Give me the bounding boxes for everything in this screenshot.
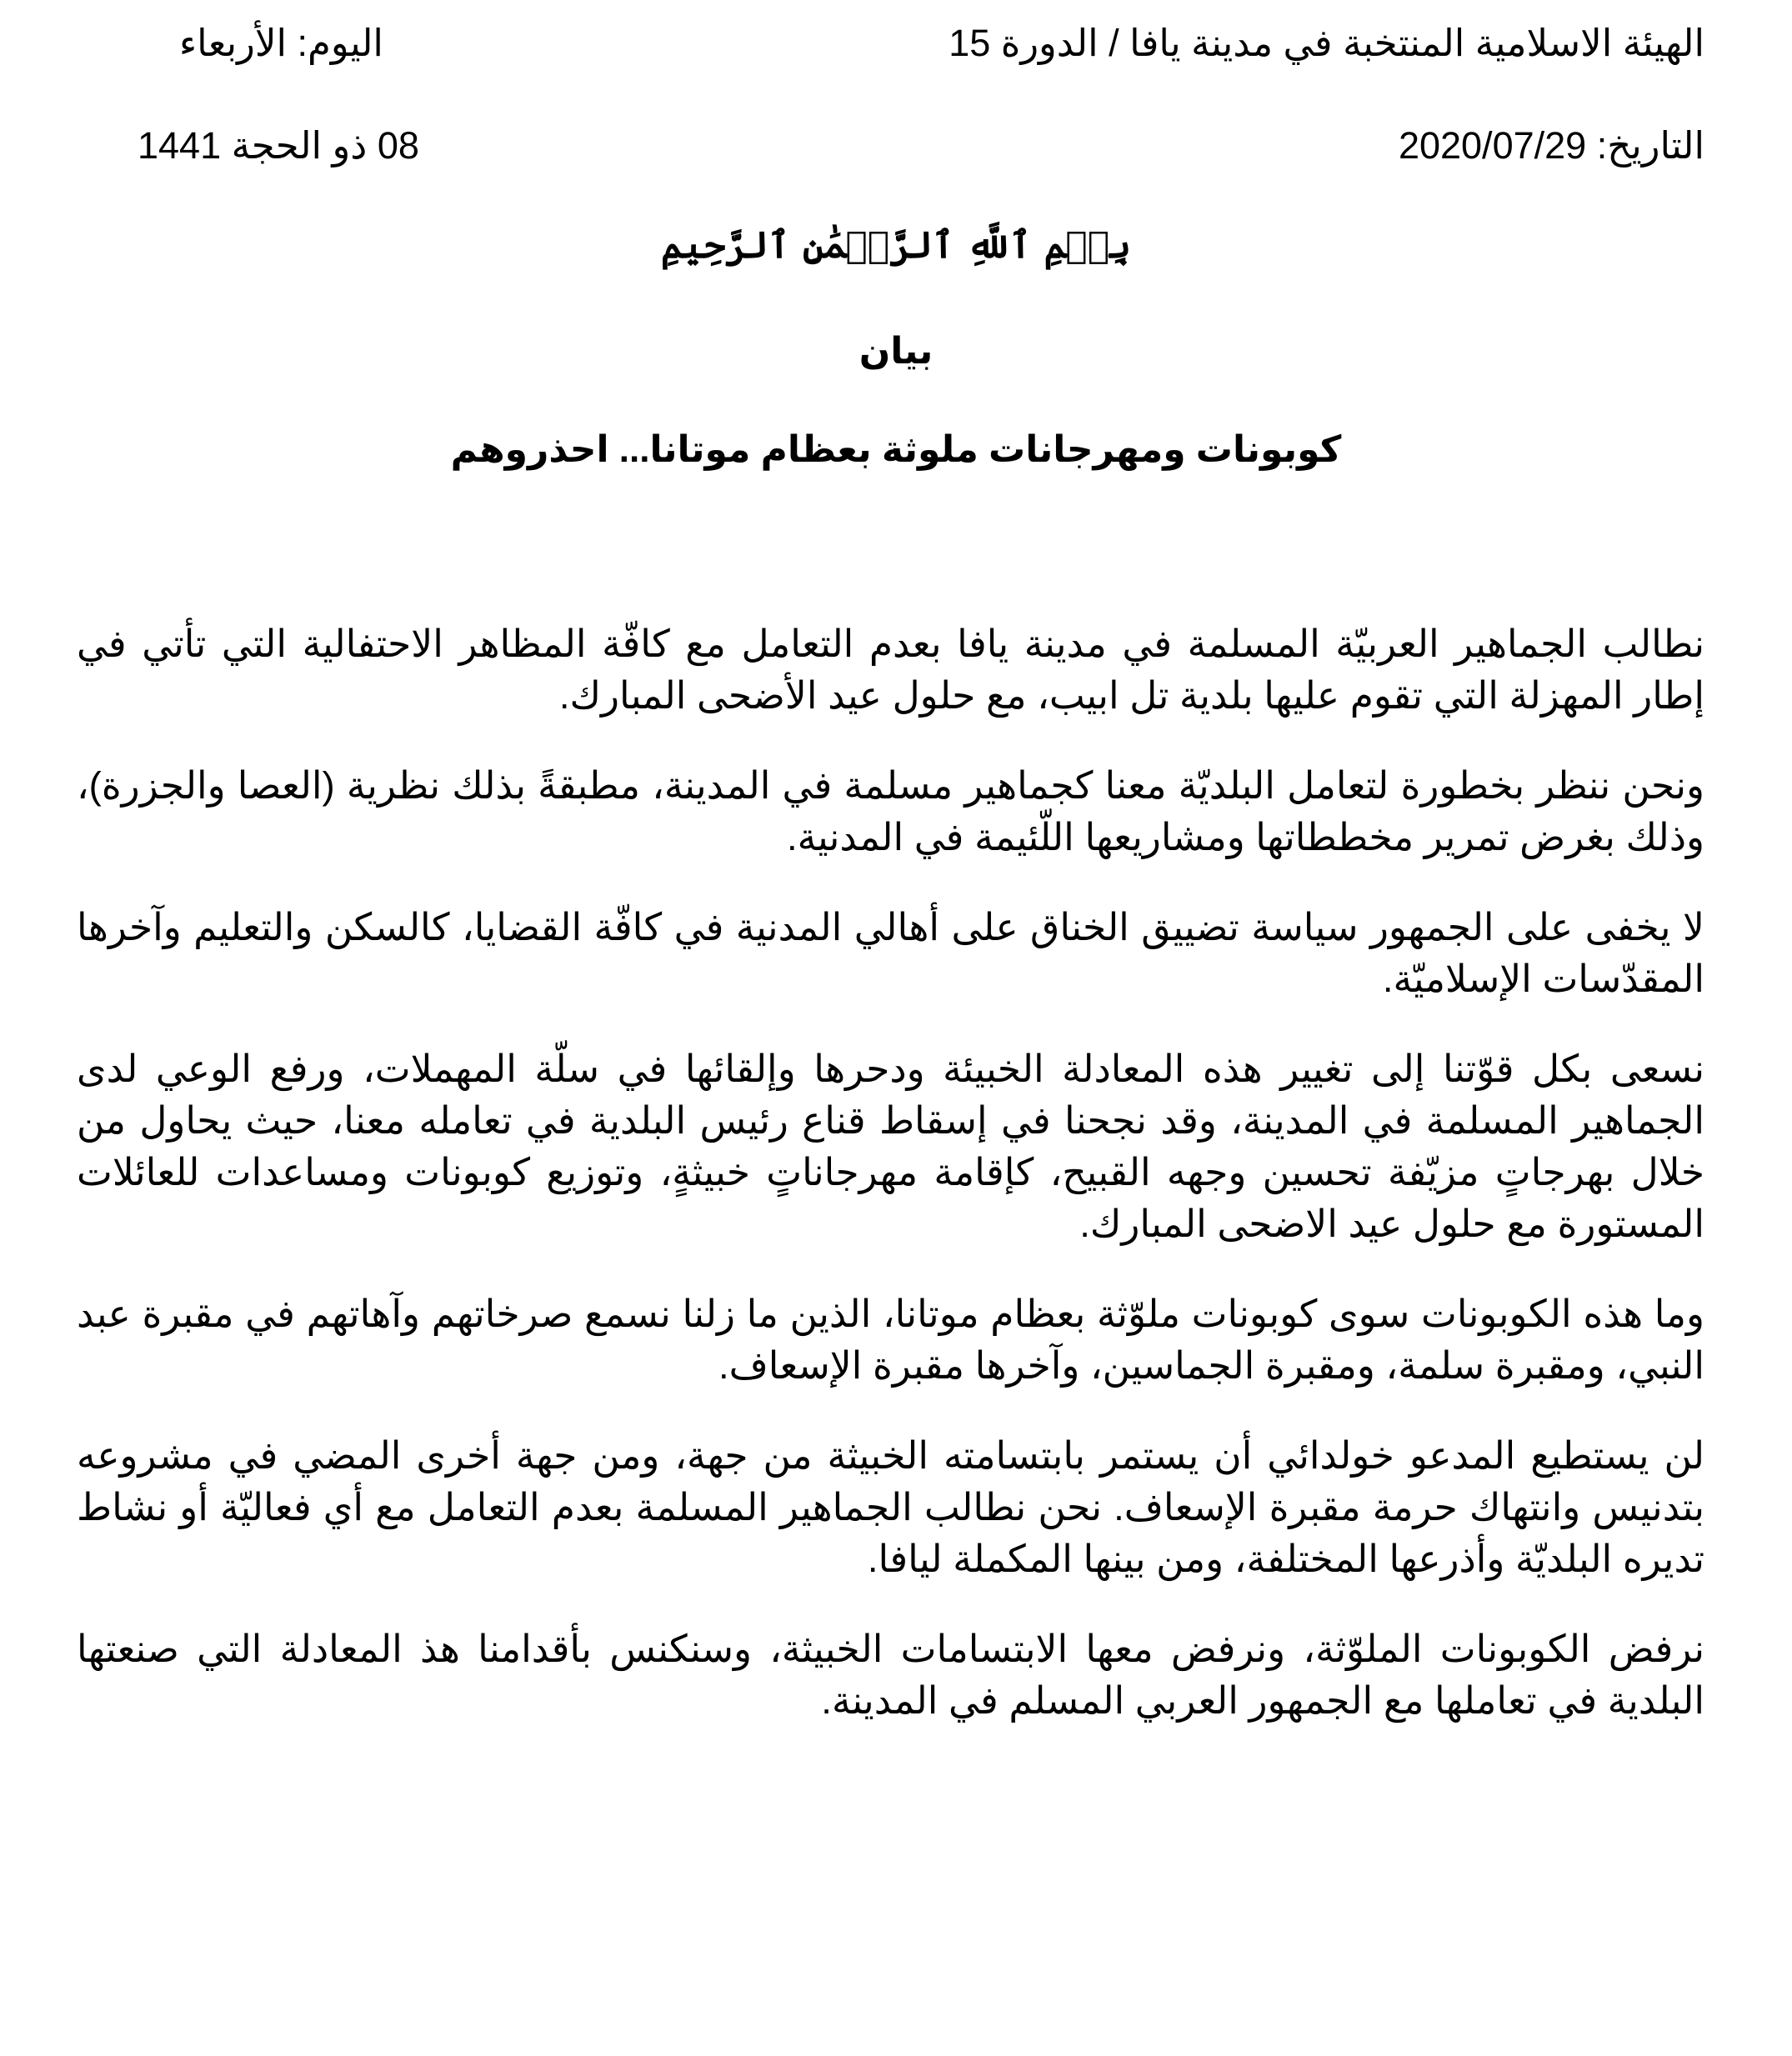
hijri-date: 08 ذو الحجة 1441 bbox=[138, 124, 419, 167]
body-paragraph: نطالب الجماهير العربيّة المسلمة في مدينة يافا بعدم التعامل مع كافّة المظاهر الاحتفالية التي تأتي في إطار المهزلة التي تقوم عليها بلدية تل ابيب، مع حلول عيد الأضحى المبارك. bbox=[77, 623, 1704, 717]
body-paragraph: لن يستطيع المدعو خولدائي أن يستمر بابتسامته الخبيثة من جهة، ومن جهة أخرى المضي في مشروعه بتدنيس وانتهاك حرمة مقبرة الإسعاف. نحن نطالب الجماهير المسلمة بعدم التعامل مع أي فعاليّة أو نشاط تديره البلديّة وأذرعها المختلفة، ومن بينها المكملة ليافا. bbox=[77, 1434, 1704, 1580]
organization-name: الهيئة الاسلامية المنتخبة في مدينة يافا / الدورة 15 bbox=[949, 22, 1704, 64]
body-paragraph: ونحن ننظر بخطورة لتعامل البلديّة معنا كجماهير مسلمة في المدينة، مطبقةً بذلك نظرية (العصا والجزرة)، وذلك بغرض تمرير مخططاتها ومشاريعها اللّئيمة في المدنية. bbox=[77, 764, 1704, 858]
body-paragraph: نرفض الكوبونات الملوّثة، ونرفض معها الابتسامات الخبيثة، وسنكنس بأقدامنا هذ المعادلة التي صنعتها البلدية في تعاملها مع الجمهور العربي المسلم في المدينة. bbox=[77, 1628, 1704, 1722]
statement-body bbox=[77, 618, 1704, 1765]
basmala: بِسۡمِ ٱللَّهِ ٱلرَّحۡمَٰنِ ٱلرَّحِيمِ bbox=[660, 224, 1132, 267]
document-type-title: بيان bbox=[858, 331, 934, 372]
body-paragraph: لا يخفى على الجمهور سياسة تضييق الخناق على أهالي المدنية في كافّة القضايا، كالسكن والتعليم وآخرها المقدّسات الإسلاميّة. bbox=[77, 906, 1704, 1000]
body-paragraph: وما هذه الكوبونات سوى كوبونات ملوّثة بعظام موتانا، الذين ما زلنا نسمع صرخاتهم وآهاتهم في مقبرة عبد النبي، ومقبرة سلمة، ومقبرة الجماسين، وآخرها مقبرة الإسعاف. bbox=[77, 1293, 1704, 1387]
body-paragraph: نسعى بكل قوّتنا إلى تغيير هذه المعادلة الخبيئة ودحرها وإلقائها في سلّة المهملات، ورفع الوعي لدى الجماهير المسلمة في المدينة، وقد نجحنا في إسقاط قناع رئيس البلدية في تعامله معنا، حيث يحاول من خلال بهرجاتٍ مزيّفة تحسين وجهه القبيح، كإقامة مهرجاناتٍ خبيثةٍ، وتوزيع كوبونات ومساعدات للعائلات المستورة مع حلول عيد الاضحى المبارك. bbox=[77, 1048, 1704, 1245]
statement-headline: كوبونات ومهرجانات ملوثة بعظام موتانا... احذروهم bbox=[450, 429, 1342, 470]
day-of-week: اليوم: الأربعاء bbox=[179, 22, 383, 64]
gregorian-date: التاريخ: 2020/07/29 bbox=[1398, 124, 1704, 167]
